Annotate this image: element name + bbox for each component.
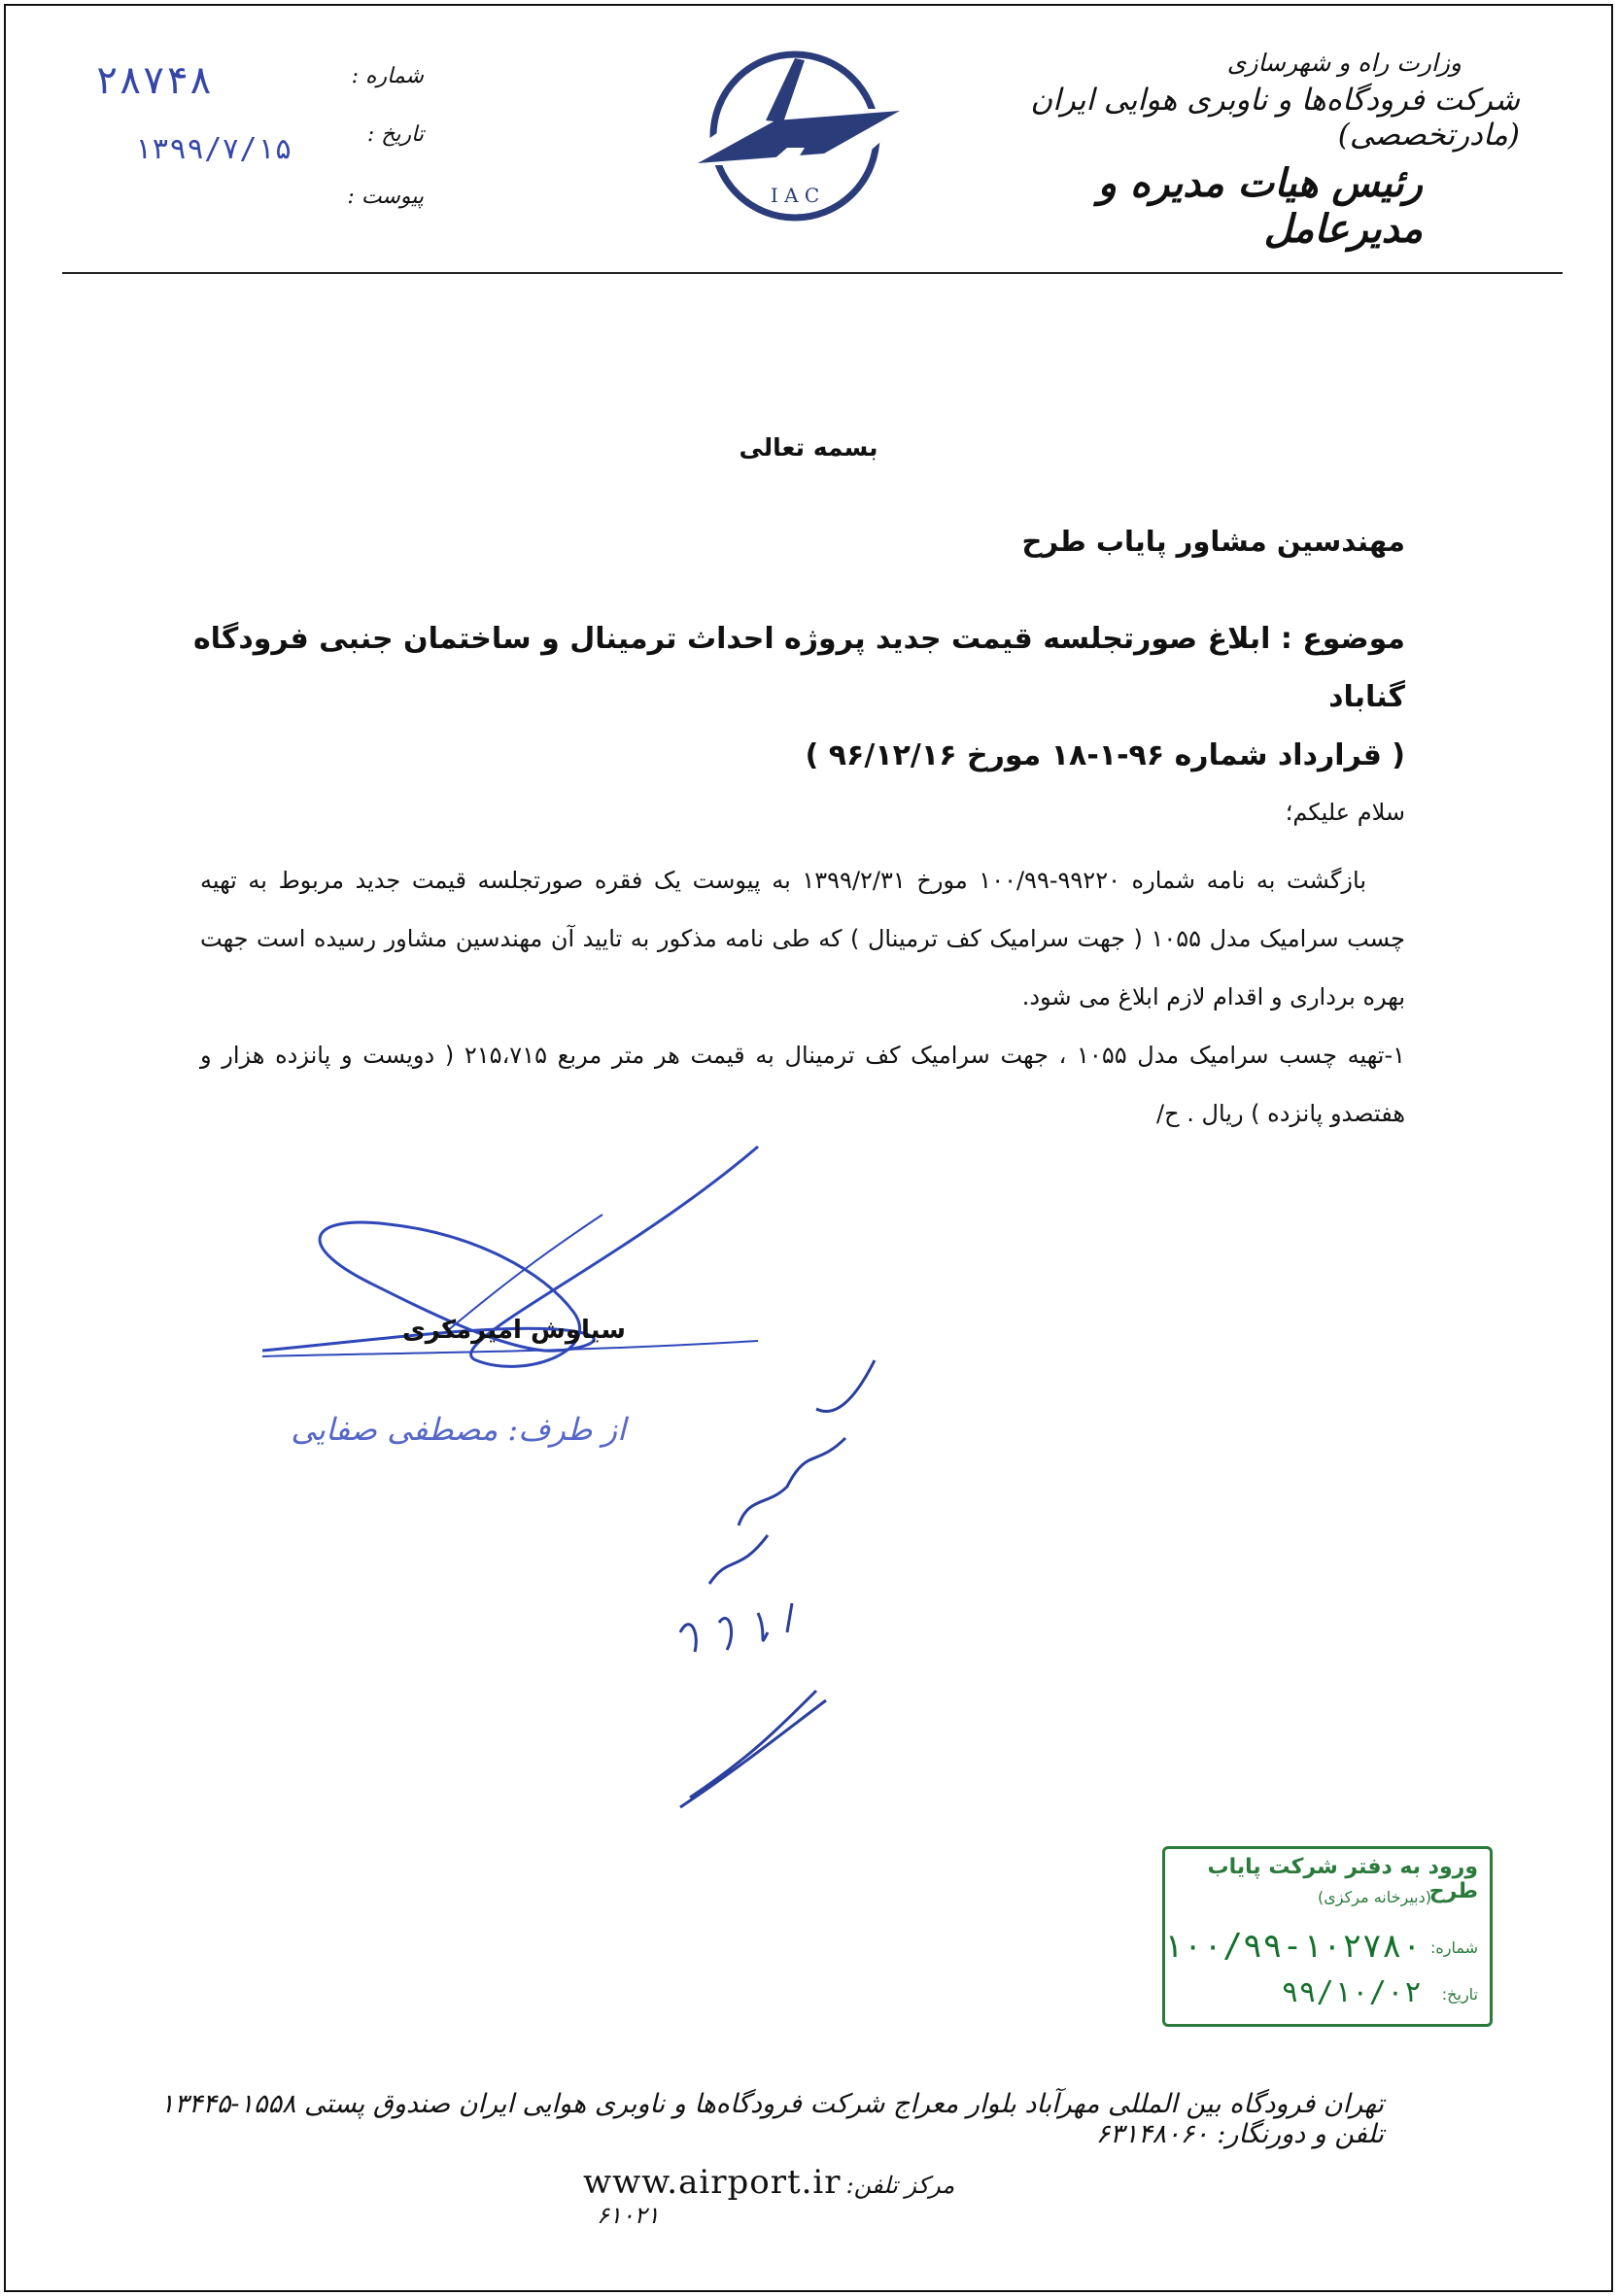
website-link[interactable]: www.airport.ir bbox=[583, 2163, 842, 2202]
letter-meta bbox=[78, 58, 428, 233]
stamp-number-value: ۱۰۰/۹۹-۱۰۲۷۸۰ bbox=[1162, 1927, 1422, 1966]
handwritten-annotation bbox=[622, 1341, 933, 1827]
subject bbox=[142, 610, 1405, 785]
greeting: سلام علیکم؛ bbox=[1285, 799, 1405, 826]
ministry-name: وزارت راه و شهرسازی bbox=[1226, 49, 1462, 77]
stamp-subtitle: (دبیرخانه مرکزی) bbox=[1318, 1888, 1431, 1906]
stamp-title: ورود به دفتر شرکت پایاب طرح bbox=[1207, 1855, 1478, 1903]
logo-text: I A C bbox=[770, 184, 820, 207]
handwritten-letter-date: ۱۳۹۹/۷/۱۵ bbox=[134, 132, 292, 166]
sender-position: رئیس هیات مدیره و مدیرعامل bbox=[1097, 160, 1423, 252]
letterhead-organization bbox=[1015, 49, 1520, 252]
attachment-label: پیوست : bbox=[347, 185, 424, 209]
stamp-number-label: شماره: bbox=[1429, 1938, 1478, 1957]
receipt-stamp bbox=[1162, 1846, 1493, 2027]
body-paragraph-2: ۱-تهیه چسب سرامیک مدل ۱۰۵۵ ، جهت سرامیک کف ترمینال به قیمت هر متر مربع ۲۱۵،۷۱۵ ( دویست و پانزده هزار و هفتصدو پانزده ) ریال . ح/ bbox=[200, 1042, 1406, 1127]
recipient: مهندسین مشاور پایاب طرح bbox=[1021, 525, 1405, 558]
subject-line-1: موضوع : ابلاغ صورتجلسه قیمت جدید پروژه احداث ترمینال و ساختمان جنبی فرودگاه گناباد bbox=[192, 622, 1405, 714]
letter-body bbox=[200, 851, 1405, 1143]
iac-logo-icon bbox=[659, 39, 931, 233]
stamp-date-value: ۹۹/۱۰/۰۲ bbox=[1281, 1975, 1422, 2009]
subject-line-2: ( قرارداد شماره ۹۶-۱-۱۸ مورخ ۹۶/۱۲/۱۶ ) bbox=[805, 738, 1405, 772]
header-divider bbox=[62, 272, 1563, 274]
date-label: تاریخ : bbox=[366, 122, 424, 147]
stamp-date-label: تاریخ: bbox=[1441, 1985, 1478, 2004]
footer-contact bbox=[583, 2163, 1030, 2229]
on-behalf-handwritten: از طرف: مصطفی صفایی bbox=[291, 1411, 626, 1448]
company-name: شرکت فرودگاه‌ها و ناوبری هوایی ایران (مادرتخصصی) bbox=[1030, 83, 1520, 153]
footer-address: تهران فرودگاه بین المللی مهرآباد بلوار معراج شرکت فرودگاه‌ها و ناوبری هوایی ایران صندوق پستی ۱۵۵۸-۱۳۴۴۵ تلفن و دورنگار: ۶۳۱۴۸۰۶۰ bbox=[159, 2089, 1384, 2149]
central-phone: مرکز تلفن: ۶۱۰۲۱ bbox=[597, 2172, 955, 2229]
number-label: شماره : bbox=[351, 64, 424, 88]
basmala: بسمه تعالی bbox=[739, 433, 878, 462]
body-paragraph-1: بازگشت به نامه شماره ۹۹۲۲۰-۱۰۰/۹۹ مورخ ۱۳۹۹/۲/۳۱ به پیوست یک فقره صورتجلسه قیمت جدید مربوط به تهیه چسب سرامیک مدل ۱۰۵۵ ( جهت سرامیک کف ترمینال ) که طی نامه مذکور به تایید آن مهندسین مشاور رسیده است جهت بهره برداری و اقدام لازم ابلاغ می شود. bbox=[200, 867, 1405, 1011]
handwritten-letter-number: ۲۸۷۴۸ bbox=[95, 58, 213, 103]
signer-name: سیاوش امیرمکری bbox=[401, 1316, 626, 1345]
